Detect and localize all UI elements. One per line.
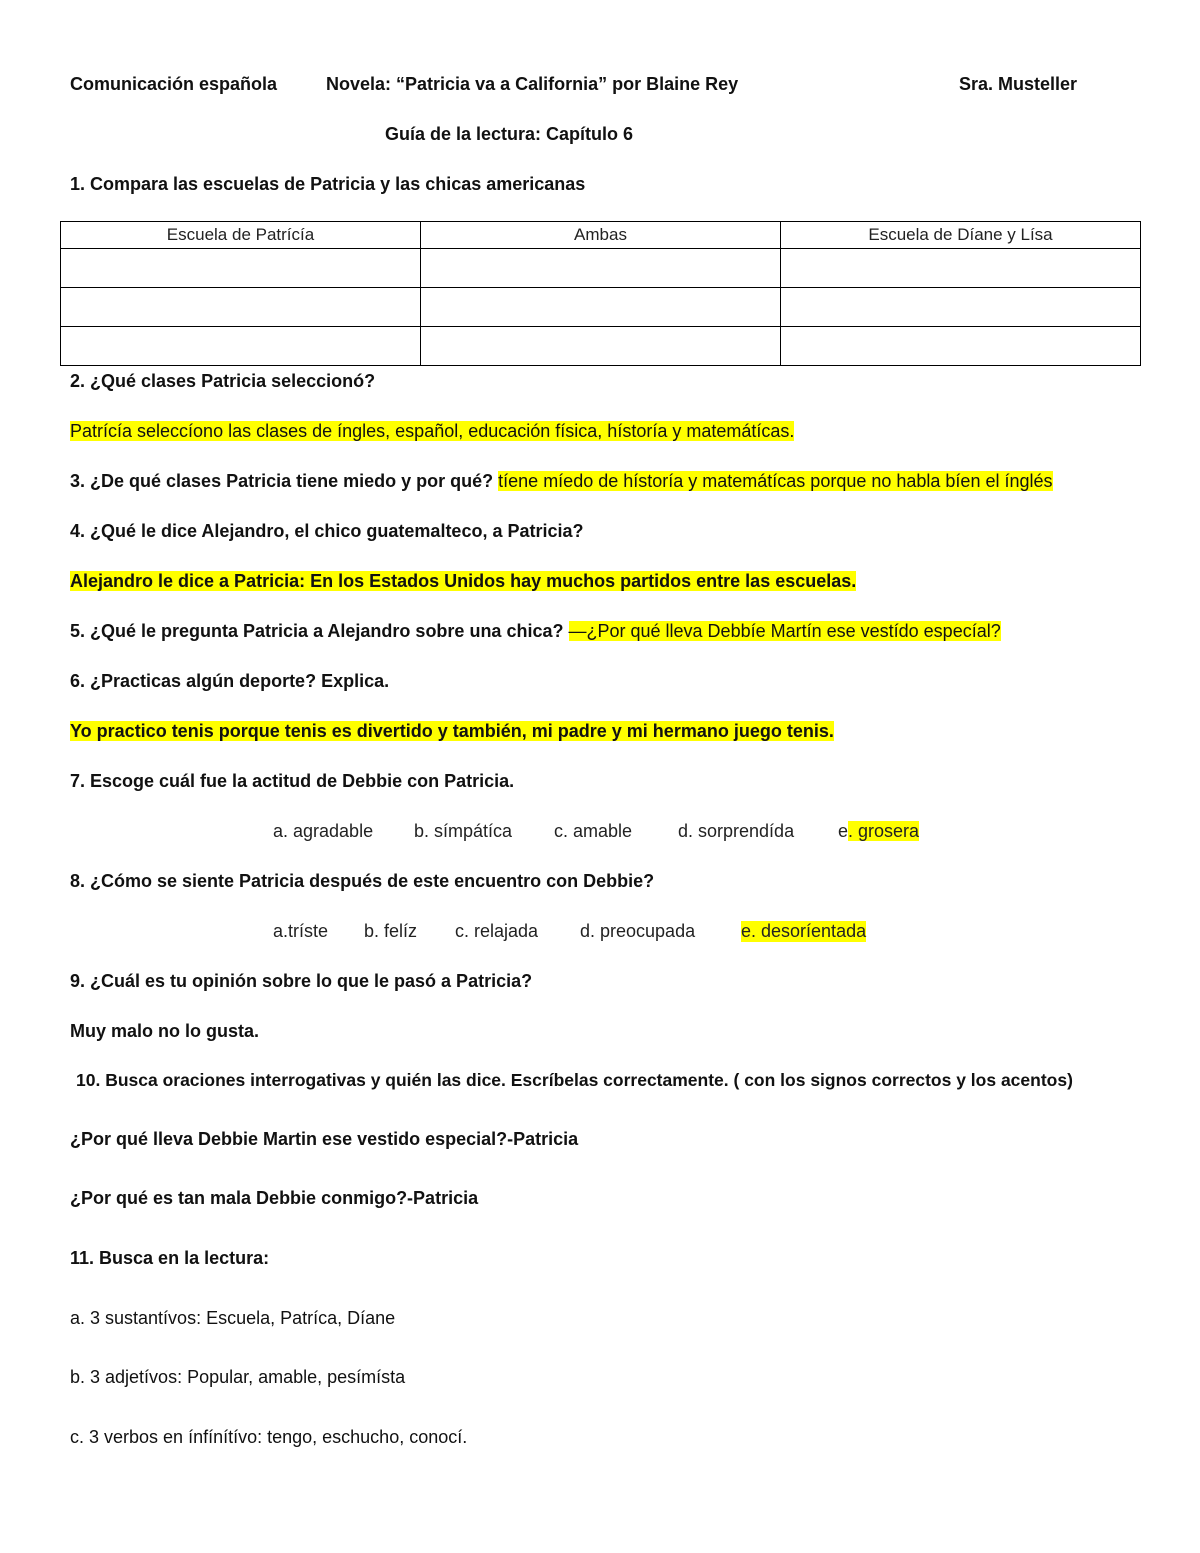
answer-2: Patrícía seleccíono las clases de íngles, español, educación física, hístoría y matemátícas. <box>70 421 795 441</box>
question-11: 11. Busca en la lectura: <box>70 1248 270 1268</box>
course-title: Comunicación española <box>70 74 278 94</box>
comparison-table <box>60 221 1141 366</box>
option-e-selected: . grosera <box>848 821 920 841</box>
question-2: 2. ¿Qué clases Patricia seleccionó? <box>70 371 376 391</box>
table-cell[interactable] <box>61 288 421 327</box>
teacher-name: Sra. Musteller <box>959 74 1078 94</box>
guide-title: Guía de la lectura: Capítulo 6 <box>385 124 634 144</box>
option-a[interactable]: a. agradable <box>273 821 374 841</box>
table-cell[interactable] <box>421 288 781 327</box>
table-cell[interactable] <box>781 288 1141 327</box>
answer-11-a: a. 3 sustantívos: Escuela, Patríca, Díane <box>70 1308 396 1328</box>
table-header-row <box>61 222 1141 249</box>
question-9: 9. ¿Cuál es tu opinión sobre lo que le pasó a Patricia? <box>70 971 533 991</box>
table-row <box>61 327 1141 366</box>
question-1: 1. Compara las escuelas de Patricia y las chicas americanas <box>70 174 586 194</box>
table-header-cell: Ambas <box>421 222 781 249</box>
table-header-cell: Escuela de Patrícía <box>61 222 421 249</box>
answer-3: tíene míedo de hístoría y matemátícas porque no habla bíen el ínglés <box>498 471 1053 491</box>
option-e-selected[interactable]: e. desoríentada <box>741 921 867 941</box>
option-e-letter: e <box>838 821 849 841</box>
question-8: 8. ¿Cómo se siente Patricia después de este encuentro con Debbie? <box>70 871 655 891</box>
table-header-cell: Escuela de Díane y Lísa <box>781 222 1141 249</box>
option-d[interactable]: d. preocupada <box>580 921 696 941</box>
option-b[interactable]: b. símpátíca <box>414 821 513 841</box>
question-10: 10. Busca oraciones interrogativas y quién las dice. Escríbelas correctamente. ( con los signos correctos y los acentos) <box>76 1070 1073 1090</box>
question-4: 4. ¿Qué le dice Alejandro, el chico guatemalteco, a Patricia? <box>70 521 584 541</box>
table-cell[interactable] <box>61 249 421 288</box>
table-row <box>61 249 1141 288</box>
table-cell[interactable] <box>61 327 421 366</box>
question-7: 7. Escoge cuál fue la actitud de Debbie con Patricia. <box>70 771 515 791</box>
option-d[interactable]: d. sorprendída <box>678 821 795 841</box>
option-e[interactable] <box>838 821 919 842</box>
answer-11-c: c. 3 verbos en ínfínítívo: tengo, eschucho, conocí. <box>70 1427 468 1447</box>
answer-5: —¿Por qué lleva Debbíe Martín ese vestído especíal? <box>568 621 1001 641</box>
question-5: 5. ¿Qué le pregunta Patricia a Alejandro sobre una chica? <box>70 621 564 641</box>
answer-10-1: ¿Por qué lleva Debbie Martin ese vestido especial?-Patricia <box>70 1129 579 1149</box>
table-cell[interactable] <box>421 249 781 288</box>
answer-10-2: ¿Por qué es tan mala Debbie conmigo?-Patricia <box>70 1188 479 1208</box>
table-cell[interactable] <box>781 249 1141 288</box>
answer-11-b: b. 3 adjetívos: Popular, amable, pesímísta <box>70 1367 406 1387</box>
table-cell[interactable] <box>781 327 1141 366</box>
question-3: 3. ¿De qué clases Patricia tiene miedo y por qué? <box>70 471 494 491</box>
answer-6: Yo practico tenis porque tenis es divertido y también, mi padre y mi hermano juego tenis. <box>70 721 834 741</box>
answer-4: Alejandro le dice a Patricia: En los Estados Unidos hay muchos partidos entre las escuelas. <box>70 571 857 591</box>
novel-title: Novela: “Patricia va a California” por Blaine Rey <box>326 74 739 94</box>
answer-9: Muy malo no lo gusta. <box>70 1021 260 1041</box>
option-b[interactable]: b. felíz <box>364 921 418 941</box>
table-row <box>61 288 1141 327</box>
option-c[interactable]: c. amable <box>554 821 633 841</box>
table-cell[interactable] <box>421 327 781 366</box>
option-c[interactable]: c. relajada <box>455 921 539 941</box>
question-6: 6. ¿Practicas algún deporte? Explica. <box>70 671 390 691</box>
option-a[interactable]: a.tríste <box>273 921 329 941</box>
